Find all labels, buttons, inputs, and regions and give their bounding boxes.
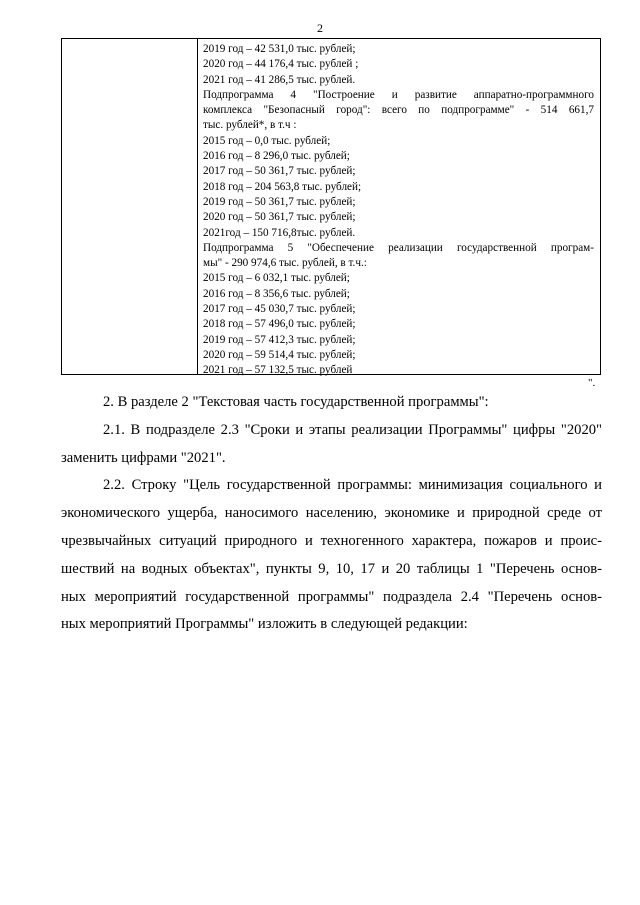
table-line: Подпрограмма 5 "Обеспечение реализации государственной програм- <box>203 241 594 254</box>
paragraph-line: заменить цифрами "2021". <box>61 449 226 466</box>
table-line: 2019 год – 57 412,3 тыс. рублей; <box>203 333 356 346</box>
paragraph-line: 2.1. В подразделе 2.3 "Сроки и этапы реализации Программы" цифры "2020" <box>103 421 602 438</box>
table-line: 2018 год – 57 496,0 тыс. рублей; <box>203 318 356 331</box>
paragraph-line: ных мероприятий Программы" изложить в следующей редакции: <box>61 616 468 633</box>
paragraph-line: чрезвычайных ситуаций природного и техногенного характера, пожаров и проис- <box>61 532 602 549</box>
table-line: 2017 год – 45 030,7 тыс. рублей; <box>203 303 356 316</box>
table-line: комплекса "Безопасный город": всего по подпрограмме" - 514 661,7 <box>203 104 594 117</box>
table-line: 2021 год – 41 286,5 тыс. рублей. <box>203 73 356 86</box>
funding-table <box>61 38 601 375</box>
table-line: 2016 год – 8 356,6 тыс. рублей; <box>203 287 350 300</box>
table-line: 2021год – 150 716,8тыс. рублей. <box>203 226 356 239</box>
table-line: 2020 год – 44 176,4 тыс. рублей ; <box>203 58 359 71</box>
paragraph-section-2 <box>61 389 602 417</box>
table-line: 2015 год – 6 032,1 тыс. рублей; <box>203 272 350 285</box>
paragraph-line: экономического ущерба, наносимого населению, экономике и природной среде от <box>61 505 602 522</box>
paragraph-line: ных мероприятий государственной программы" подраздела 2.4 "Перечень основ- <box>61 588 602 605</box>
table-line: 2020 год – 59 514,4 тыс. рублей; <box>203 348 356 361</box>
paragraph-line: шествий на водных объектах", пункты 9, 10, 17 и 20 таблицы 1 "Перечень основ- <box>61 560 602 577</box>
table-line: Подпрограмма 4 "Построение и развитие аппаратно-программного <box>203 88 594 101</box>
table-line: 2017 год – 50 361,7 тыс. рублей; <box>203 165 356 178</box>
table-line: 2018 год – 204 563,8 тыс. рублей; <box>203 180 362 193</box>
table-line: 2019 год – 50 361,7 тыс. рублей; <box>203 195 356 208</box>
table-column-divider <box>197 39 198 374</box>
table-line: 2021 год – 57 132,5 тыс. рублей <box>203 364 353 377</box>
table-line: 2016 год – 8 296,0 тыс. рублей; <box>203 150 350 163</box>
document-body <box>61 389 602 639</box>
table-line: 2019 год – 42 531,0 тыс. рублей; <box>203 43 356 55</box>
paragraph-2-2 <box>61 472 602 639</box>
table-line: 2020 год – 50 361,7 тыс. рублей; <box>203 211 356 224</box>
paragraph-line: 2. В разделе 2 "Текстовая часть государственной программы": <box>103 394 489 410</box>
paragraph-2-1 <box>61 417 602 473</box>
table-line: 2015 год – 0,0 тыс. рублей; <box>203 134 331 147</box>
paragraph-line: 2.2. Строку "Цель государственной программы: минимизация социального и <box>103 477 602 494</box>
funding-details-cell <box>203 42 594 379</box>
table-line: мы" - 290 974,6 тыс. рублей, в т.ч.: <box>203 257 367 270</box>
page-number: 2 <box>317 21 323 35</box>
table-line: тыс. рублей*, в т.ч : <box>203 119 297 132</box>
closing-quote: ". <box>588 377 596 389</box>
